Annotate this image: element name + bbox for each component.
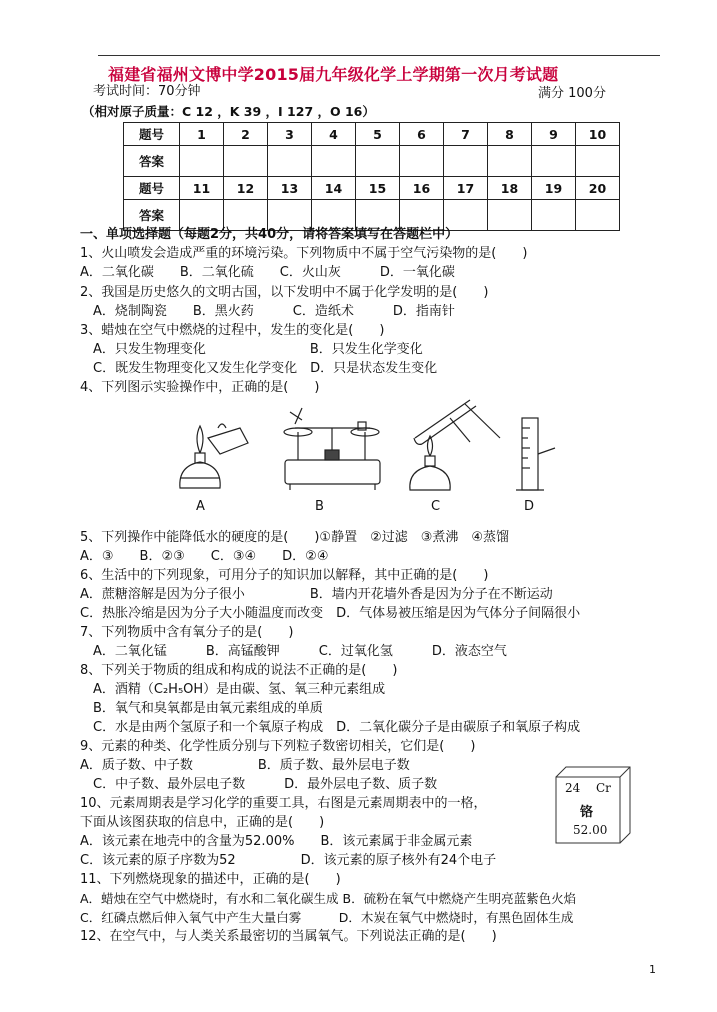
question-line: 9、元素的种类、化学性质分别与下列粒子数密切相关，它们是( ) <box>80 739 476 754</box>
answer-cell[interactable] <box>268 146 312 177</box>
table-cell: 答案 <box>124 200 180 231</box>
question-line: 11、下列燃烧现象的描述中，正确的是( ) <box>80 872 341 887</box>
table-cell: 13 <box>268 177 312 200</box>
question-line: C．水是由两个氢原子和一个氧原子构成 D．二氧化碳分子是由碳原子和氧原子构成 <box>80 720 581 735</box>
exam-time: 考试时间：70分钟 <box>93 84 201 99</box>
table-row <box>124 177 620 200</box>
table-cell: 答案 <box>124 146 180 177</box>
answer-table <box>123 122 620 231</box>
table-cell: 1 <box>180 123 224 146</box>
table-cell: 10 <box>576 123 620 146</box>
question-line: A．只发生物理变化 B．只发生化学变化 <box>80 342 423 357</box>
answer-cell[interactable] <box>356 146 400 177</box>
full-score: 满分 100分 <box>538 86 606 101</box>
answer-cell[interactable] <box>576 200 620 231</box>
question-line: A．质子数、中子数 B．质子数、最外层电子数 <box>80 758 410 773</box>
question-line: C．中子数、最外层电子数 D．最外层电子数、质子数 <box>80 777 438 792</box>
element-name: 铬 <box>580 805 594 820</box>
table-cell: 5 <box>356 123 400 146</box>
question-line: A．该元素在地壳中的含量为52.00% B．该元素属于非金属元素 <box>80 834 473 849</box>
answer-cell[interactable] <box>312 146 356 177</box>
page-title: 福建省福州文博中学2015届九年级化学上学期第一次月考试题 <box>108 65 559 84</box>
question-line: 2、我国是历史悠久的文明古国，以下发明中不属于化学发明的是( ) <box>80 285 489 300</box>
question-line: A．蜡烛在空气中燃烧时，有水和二氧化碳生成 B．硫粉在氧气中燃烧产生明亮蓝紫色火焰 <box>80 891 577 906</box>
table-cell: 14 <box>312 177 356 200</box>
fig-b-balance <box>284 408 380 490</box>
question-line: 8、下列关于物质的组成和构成的说法不正确的是( ) <box>80 663 398 678</box>
answer-cell[interactable] <box>488 200 532 231</box>
question-line: 下面从该图获取的信息中，正确的是( ) <box>80 815 325 830</box>
answer-cell[interactable] <box>532 200 576 231</box>
table-cell: 2 <box>224 123 268 146</box>
table-cell: 4 <box>312 123 356 146</box>
answer-cell[interactable] <box>224 146 268 177</box>
table-cell: 18 <box>488 177 532 200</box>
section-heading: 一、单项选择题（每题2分，共40分，请将答案填写在答题栏中） <box>80 227 459 242</box>
element-symbol: Cr <box>596 781 611 795</box>
fig-label-b: B <box>315 499 324 514</box>
table-cell: 15 <box>356 177 400 200</box>
question-line: A．蔗糖溶解是因为分子很小 B．墙内开花墙外香是因为分子在不断运动 <box>80 587 553 602</box>
answer-cell[interactable] <box>444 146 488 177</box>
lab-apparatus-figure <box>170 398 570 498</box>
fig-label-d: D <box>524 499 535 514</box>
table-cell: 11 <box>180 177 224 200</box>
table-cell: 8 <box>488 123 532 146</box>
header-rule <box>98 55 660 56</box>
table-cell: 题号 <box>124 177 180 200</box>
fig-label-a: A <box>196 499 205 514</box>
question-line: 5、下列操作中能降低水的硬度的是( )①静置 ②过滤 ③煮沸 ④蒸馏 <box>80 530 510 545</box>
question-line: 1、火山喷发会造成严重的环境污染。下列物质中不属于空气污染物的是( ) <box>80 246 528 261</box>
fig-d-cylinder <box>516 418 555 490</box>
fig-a-lamps <box>180 424 248 488</box>
answer-cell[interactable] <box>180 146 224 177</box>
page-number: 1 <box>649 963 656 976</box>
question-line: C．该元素的原子序数为52 D．该元素的原子核外有24个电子 <box>80 853 497 868</box>
element-number: 24 <box>565 781 581 795</box>
table-cell: 3 <box>268 123 312 146</box>
answer-cell[interactable] <box>488 146 532 177</box>
question-line: A．烧制陶瓷 B．黑火药 C．造纸术 D．指南针 <box>80 304 455 319</box>
table-row <box>124 123 620 146</box>
question-line: 3、蜡烛在空气中燃烧的过程中，发生的变化是( ) <box>80 323 385 338</box>
question-line: A．酒精（C₂H₅OH）是由碳、氢、氧三种元素组成 <box>80 682 386 697</box>
answer-cell[interactable] <box>400 146 444 177</box>
table-cell: 题号 <box>124 123 180 146</box>
table-cell: 19 <box>532 177 576 200</box>
table-cell: 12 <box>224 177 268 200</box>
question-line: 7、下列物质中含有氧分子的是( ) <box>80 625 294 640</box>
question-line: 12、在空气中，与人类关系最密切的当属氧气。下列说法正确的是( ) <box>80 929 497 944</box>
answer-cell[interactable] <box>576 146 620 177</box>
fig-label-c: C <box>431 499 441 514</box>
table-cell: 20 <box>576 177 620 200</box>
question-line: 10、元素周期表是学习化学的重要工具，右图是元素周期表中的一格， <box>80 796 487 811</box>
question-line: A．二氧化锰 B．高锰酸钾 C．过氧化氢 D．液态空气 <box>80 644 507 659</box>
table-cell: 16 <box>400 177 444 200</box>
table-cell: 9 <box>532 123 576 146</box>
question-line: C．热胀冷缩是因为分子大小随温度而改变 D．气体易被压缩是因为气体分子间隔很小 <box>80 606 581 621</box>
table-cell: 6 <box>400 123 444 146</box>
table-cell: 7 <box>444 123 488 146</box>
table-cell: 17 <box>444 177 488 200</box>
question-line: B．氧气和臭氧都是由氧元素组成的单质 <box>80 701 323 716</box>
question-line: 6、生活中的下列现象，可用分子的知识加以解释，其中正确的是( ) <box>80 568 489 583</box>
question-line: A．③ B．②③ C．③④ D．②④ <box>80 549 329 564</box>
element-mass: 52.00 <box>573 823 608 837</box>
question-line: C．既发生物理变化又发生化学变化 D．只是状态发生变化 <box>80 361 438 376</box>
question-line: 4、下列图示实验操作中，正确的是( ) <box>80 380 320 395</box>
fig-c-heating-tube <box>410 400 500 490</box>
atomic-masses: （相对原子质量：C 12 ，K 39 ，I 127 ，O 16） <box>82 104 375 119</box>
answer-cell[interactable] <box>532 146 576 177</box>
table-row <box>124 146 620 177</box>
question-line: C．红磷点燃后伸入氧气中产生大量白雾 D．木炭在氧气中燃烧时，有黑色固体生成 <box>80 910 574 925</box>
question-line: A．二氧化碳 B．二氧化硫 C．火山灰 D．一氧化碳 <box>80 265 455 280</box>
